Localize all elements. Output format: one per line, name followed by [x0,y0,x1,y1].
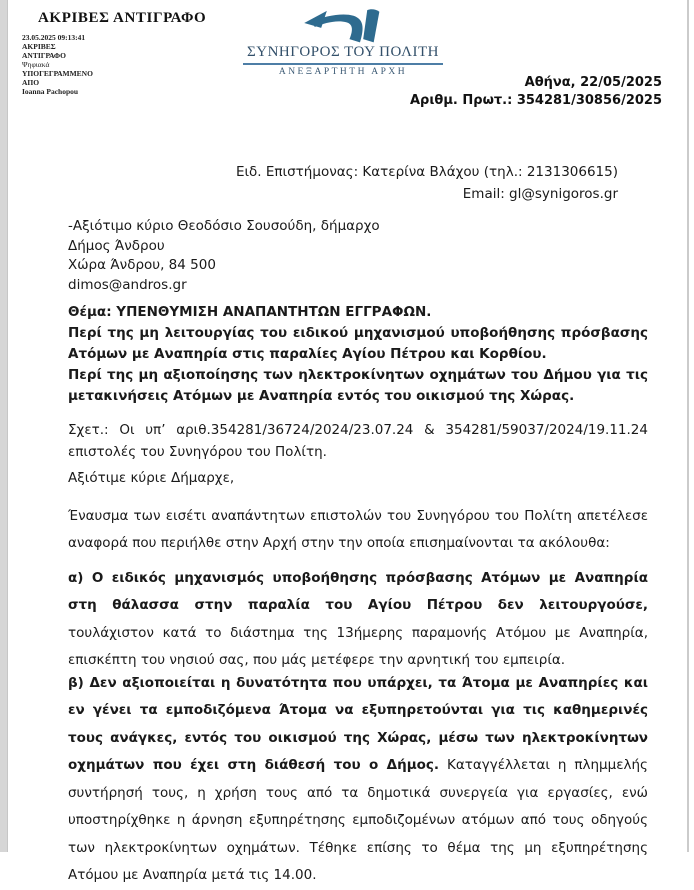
stamp-line: ΑΠΟ [22,78,40,87]
recipient-line: Χώρα Άνδρου, 84 500 [68,257,216,273]
protocol-number-line: Αριθμ. Πρωτ.: 354281/30856/2025 [409,93,662,108]
certified-copy-title: ΑΚΡΙΒΕΣ ΑΝΤΙΓΡΑΦΟ [38,10,207,26]
body-paragraph-b [68,670,648,890]
stamp-line: ΥΠΟΓΕΓΡΑΜΜΕΝΟ [22,69,93,78]
reference-line: Σχετ.: Οι υπ’ αριθ.354281/36724/2024/23.07.24 & 354281/59037/2024/19.11.24 [68,422,648,438]
ombudsman-logo-icon [243,2,443,44]
stamp-line: Ioanna Pachopou [22,87,79,96]
reference-line: επιστολές του Συνηγόρου του Πολίτη. [68,444,327,460]
digital-signature-stamp [22,33,93,96]
recipient-email: dimos@andros.gr [68,276,187,293]
paragraph-b-bold: β) Δεν αξιοποιείται η δυνατότητα που υπάρχει, τα Άτομα με Αναπηρίες και εν γένει τα εμποδιζόμενα Άτομα να εξυπηρετούνται για τις καθημερινές τους ανάγκες, εντός του οικισμού της Χώρας, μέσω των ηλεκτροκίνητων οχημάτων που έχει στη διάθεσή του ο Δήμος. [68,674,648,773]
recipient-address-block [68,217,380,295]
recipient-line: Δήμος Άνδρου [68,237,165,254]
place-date-line: Αθήνα, 22/05/2025 [524,75,662,90]
salutation: Αξιότιμε κύριε Δήμαρχε, [68,470,235,486]
paragraph-a-rest: τουλάχιστον κατά το διάστημα της 13ήμερης παραμονής Ατόμου με Αναπηρία, επισκέπτη του νησιού σας, που μάς μετέφερε την αρνητική του εμπειρία. [68,624,648,668]
stamp-line: Ψηφιακά [22,60,50,69]
body-intro-paragraph: Έναυσμα των εισέτι αναπάντητων επιστολών του Συνηγόρου του Πολίτη απετέλεσε αναφορά που περιήλθε στην Αρχή στην την οποία επισημαίνονται τα ακόλουθα: [68,507,648,551]
recipient-line: -Αξιότιμο κύριο Θεοδόσιο Σουσούδη, δήμαρχο [68,218,380,234]
org-name: ΣΥΝΗΓΟΡΟΣ ΤΟΥ ΠΟΛΙΤΗ [243,44,443,65]
body-paragraph-a [68,565,648,675]
paragraph-a-bold: α) Ο ειδικός μηχανισμός υποβοήθησης πρόσβασης Ατόμων με Αναπηρία στη θάλασσα στην παραλία του Αγίου Πέτρου δεν λειτουργούσε, [68,569,648,613]
subject-block [68,302,648,407]
subject-heading: Θέμα: ΥΠΕΝΘΥΜΙΣΗ ΑΝΑΠΑΝΤΗΤΩΝ ΕΓΓΡΑΦΩΝ. [68,304,432,320]
reference-block [68,419,648,463]
subject-topic-1: Περί της μη λειτουργίας του ειδικού μηχανισμού υποβοήθησης πρόσβασης Ατόμων με Αναπηρία στις παραλίες Αγίου Πέτρου και Κορθίου. [68,325,648,362]
stamp-line: ΑΚΡΙΒΕΣ [22,42,56,51]
ombudsman-logo [243,2,443,77]
stamp-line: ΑΝΤΙΓΡΑΦΟ [22,51,66,60]
subject-topic-2: Περί της μη αξιοποίησης των ηλεκτροκίνητων οχημάτων του Δήμου για τις μετακινήσεις Ατόμων με Αναπηρία εντός του οικισμού της Χώρας. [68,367,648,404]
header-date-protocol [410,74,662,110]
contact-block [236,161,618,205]
page-right-edge [687,0,689,852]
contact-email-line: Email: gl@synigoros.gr [462,186,618,202]
stamp-line: 23.05.2025 09:13:41 [22,33,86,42]
org-subtitle: ΑΝΕΞΑΡΤΗΤΗ ΑΡΧΗ [278,67,408,77]
contact-specialist-line: Ειδ. Επιστήμονας: Κατερίνα Βλάχου (τηλ.: 2131306615) [235,164,618,180]
page-left-edge [0,0,8,852]
paragraph-b-rest: Καταγγέλλεται η πλημμελής συντήρησή τους, η χρήση τους από τα δημοτικά συνεργεία για εργασίες, ενώ υποστηρίχθηκε η άρνηση εξυπηρέτησης εμποδιζομένων ατόμων από τους οδηγούς των ηλεκτροκίνητων οχημάτων. Τέθηκε επίσης το θέμα της μη εξυπηρέτησης Ατόμου με Αναπηρία μετά τις 14.00. [68,757,648,883]
